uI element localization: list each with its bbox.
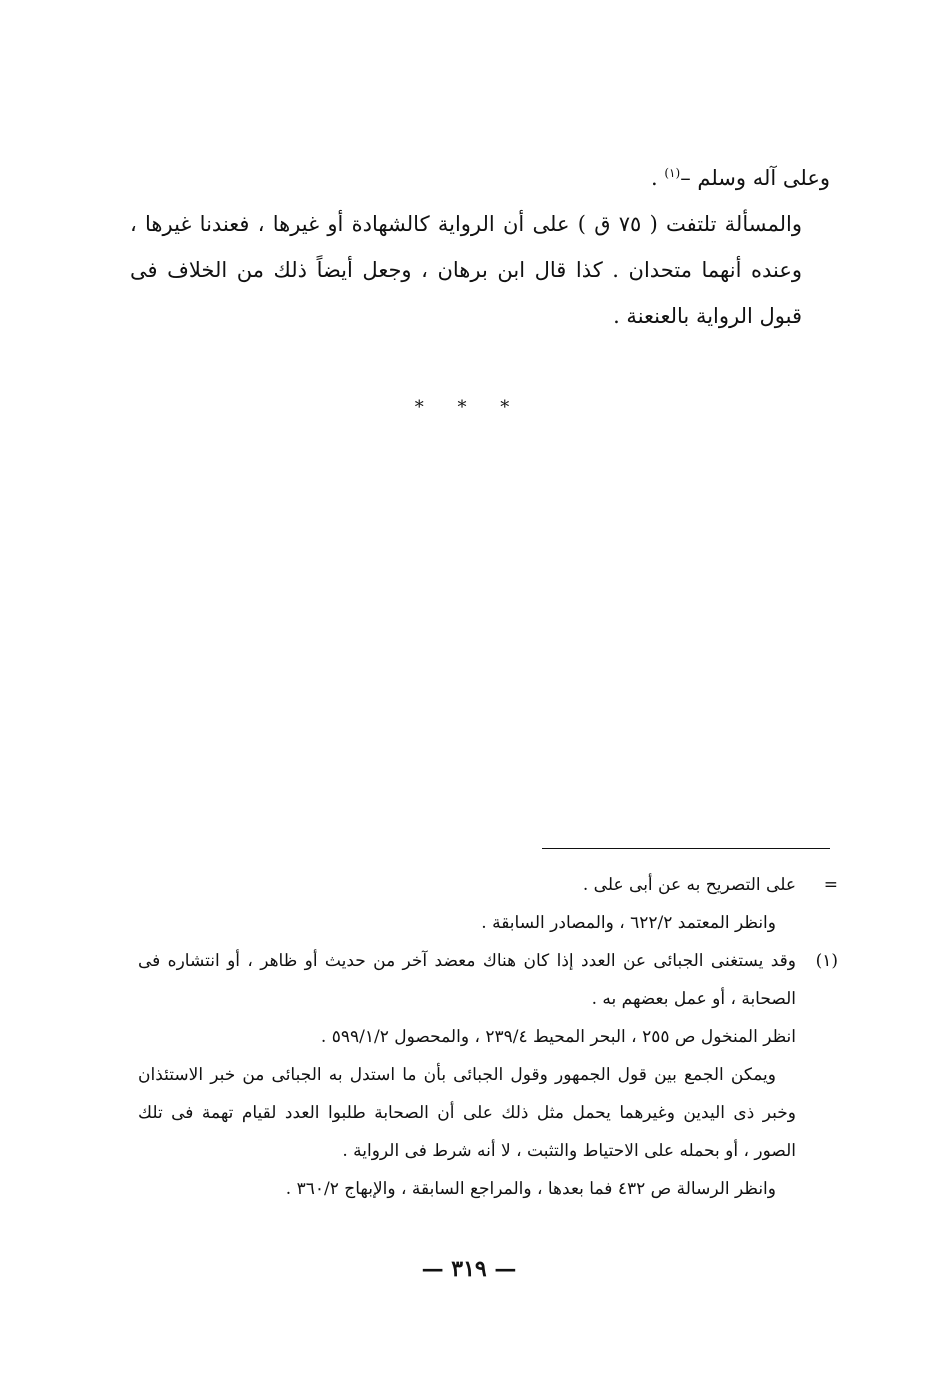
footnote-1-references: انظر المنخول ص ٢٥٥ ، البحر المحيط ٢٣٩/٤ ، والمحصول ٥٩٩/١/٢ . [320,1027,796,1047]
footnote-continuation [138,866,838,904]
main-text [130,155,830,339]
footnote-1-paragraph-2: ويمكن الجمع بين قول الجمهور وقول الجبائى بأن ما استدل به الجبائى من خبر الاستئذان وخبر ذى اليدين وغيرهما يحمل مثل ذلك على أن الصحابة طلبوا العدد لقيام تهمة فى تلك الصور ، أو بحمله على الاحتياط والتثبت ، لا أنه شرط فى الرواية . [138,1065,796,1161]
main-line-1 [130,155,830,201]
footnote-divider [542,848,830,849]
main-line-1-text: وعلى آله وسلم – [680,166,830,190]
footnote-1 [138,942,838,1018]
footnote-ref-1: (١) [664,166,681,180]
footnote-1-references-2: وانظر الرسالة ص ٤٣٢ فما بعدها ، والمراجع السابقة ، والإبهاج ٣٦٠/٢ . [285,1179,776,1199]
footnote-1-paragraph-1: وقد يستغنى الجبائى عن العدد إذا كان هناك معضد آخر من حديث أو ظاهر ، أو انتشاره فى الصحابة ، أو عمل بعضهم به . [138,951,796,1009]
section-separator: * * * [414,397,524,418]
continuation-line-2: وانظر المعتمد ٦٢٢/٢ ، والمصادر السابقة . [481,913,776,933]
continuation-line-1: على التصريح به عن أبى على . [582,875,796,895]
main-line-1-end: . [651,166,665,190]
footnotes [138,866,838,1208]
footnote-1-marker: (١) [815,951,838,971]
main-paragraph-2: والمسألة تلتفت ( ٧٥ ق ) على أن الرواية كالشهادة أو غيرها ، فعندنا غيرها ، وعنده أنهما متحدان . كذا قال ابن برهان ، وجعل أيضاً ذلك من الخلاف فى قبول الرواية بالعنعنة . [130,212,802,328]
continuation-marker: = [823,875,838,895]
page-number: — ٣١٩ — [421,1256,517,1282]
